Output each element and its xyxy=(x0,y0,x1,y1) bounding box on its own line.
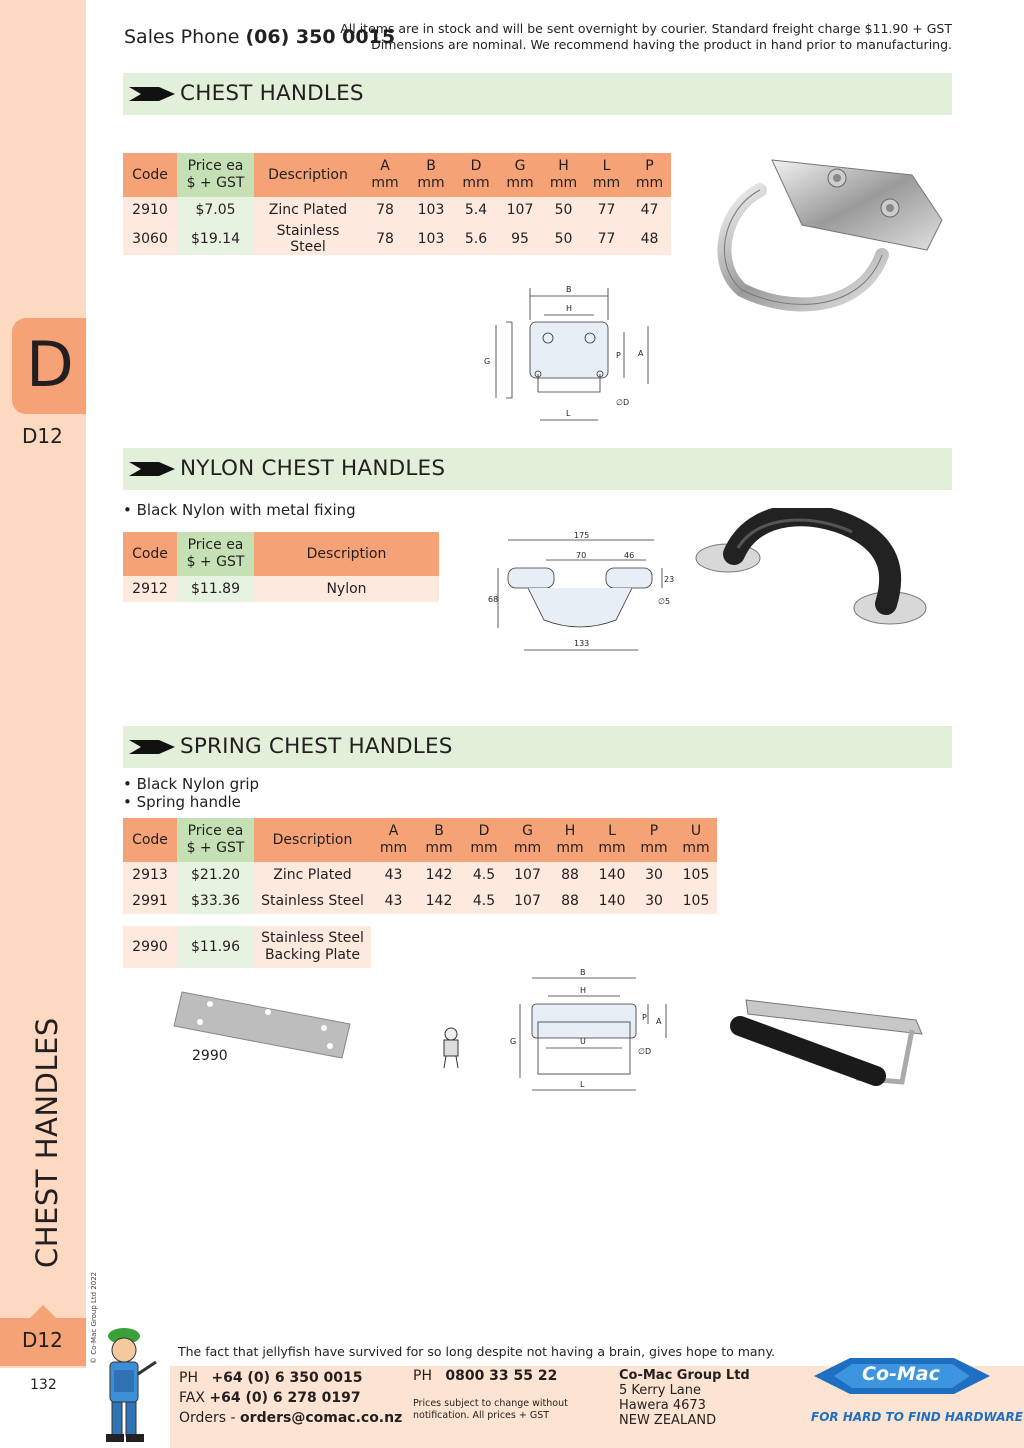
diagram-label: G xyxy=(484,357,491,366)
diagram-label: P xyxy=(642,1013,647,1022)
spring-handle-photo xyxy=(726,990,936,1094)
section-header-chest xyxy=(123,73,952,115)
section-header-nylon xyxy=(123,448,952,490)
col-description: Description xyxy=(254,532,439,576)
footer-freephone: PH 0800 33 55 22 xyxy=(413,1368,558,1384)
nylon-table xyxy=(123,532,439,602)
table-row[interactable]: 2991 $33.36 Stainless Steel 43 142 4.5 107 88 140 30 105 xyxy=(123,888,717,914)
stock-notice xyxy=(340,21,952,53)
col-description: Description xyxy=(254,153,362,197)
footer-email[interactable]: orders@comac.co.nz xyxy=(240,1410,403,1426)
diagram-label: 133 xyxy=(574,639,590,648)
diagram-label: ∅5 xyxy=(658,597,671,606)
col-dim: B mm xyxy=(408,153,454,197)
section-title-spring: SPRING CHEST HANDLES xyxy=(180,734,453,759)
col-dim: B mm xyxy=(416,818,462,862)
chest-handle-photo xyxy=(712,150,946,315)
col-dim: H mm xyxy=(549,818,591,862)
spring-table xyxy=(123,818,717,914)
diagram-label: A xyxy=(638,349,644,358)
arrow-icon xyxy=(129,738,175,756)
side-title: CHEST HANDLES xyxy=(30,1017,64,1268)
arrow-icon xyxy=(129,85,175,103)
col-price: Price ea $ + GST xyxy=(177,818,254,862)
logo-text: Co-Mac xyxy=(862,1363,940,1385)
col-price: Price ea $ + GST xyxy=(177,153,254,197)
nylon-handle-photo xyxy=(694,508,930,632)
footer-phone[interactable]: +64 (0) 6 350 0015 xyxy=(211,1370,363,1386)
col-dim: P mm xyxy=(628,153,671,197)
diagram-label: P xyxy=(616,351,621,360)
diagram-label: 23 xyxy=(664,575,675,584)
col-code: Code xyxy=(123,818,177,862)
table-row[interactable]: 3060 $19.14 Stainless Steel 78 103 5.6 95 50 77 48 xyxy=(123,223,671,255)
spring-bullets xyxy=(123,775,259,811)
page-number: 132 xyxy=(30,1377,57,1393)
chest-handle-diagram xyxy=(476,280,666,430)
table-row[interactable]: 2912 $11.89 Nylon xyxy=(123,576,439,602)
col-dim: G mm xyxy=(506,818,549,862)
col-code: Code xyxy=(123,153,177,197)
diagram-label: B xyxy=(566,285,572,294)
col-dim: D mm xyxy=(454,153,498,197)
small-mascot-icon xyxy=(436,1024,466,1070)
section-title-nylon: NYLON CHEST HANDLES xyxy=(180,456,446,481)
notice-line-1: All items are in stock and will be sent overnight by courier. Standard freight charge $11.90 + GST xyxy=(340,21,952,36)
section-title-chest: CHEST HANDLES xyxy=(180,81,364,106)
col-dim: L mm xyxy=(591,818,633,862)
footer-contact: PH +64 (0) 6 350 0015 FAX +64 (0) 6 278 0197 Orders - orders@comac.co.nz xyxy=(179,1370,403,1426)
diagram-label: L xyxy=(580,1080,585,1089)
diagram-label: G xyxy=(510,1037,517,1046)
page-code-bottom: D12 xyxy=(22,1328,63,1352)
diagram-label: ∅D xyxy=(616,398,630,407)
nylon-handle-diagram xyxy=(484,528,684,656)
diagram-label: 70 xyxy=(576,551,587,560)
mascot-icon xyxy=(94,1326,160,1444)
page-code-top: D12 xyxy=(22,424,63,448)
company-name: Co-Mac Group Ltd xyxy=(619,1368,750,1383)
sales-phone-number[interactable]: (06) 350 0015 xyxy=(245,26,396,48)
table-row[interactable]: 2990 $11.96 Stainless Steel Backing Plate xyxy=(123,926,371,968)
section-tab-letter: D xyxy=(26,328,74,401)
col-dim: A mm xyxy=(362,153,408,197)
bullet-item: • Black Nylon with metal fixing xyxy=(123,501,356,519)
nylon-bullets xyxy=(123,501,356,519)
page-code-notch xyxy=(30,1305,56,1318)
col-dim: P mm xyxy=(633,818,675,862)
footer-fact: The fact that jellyfish have survived for so long despite not having a brain, gives hope to many. xyxy=(178,1344,776,1359)
bullet-item: • Spring handle xyxy=(123,793,241,811)
plate-label: 2990 xyxy=(192,1048,228,1064)
footer-price-note: Prices subject to change without notification. All prices + GST xyxy=(413,1398,568,1421)
col-dim: G mm xyxy=(498,153,542,197)
col-code: Code xyxy=(123,532,177,576)
copyright: © Co-Mac Group Ltd 2022 xyxy=(90,1271,98,1364)
section-header-spring xyxy=(123,726,952,768)
col-dim: D mm xyxy=(462,818,506,862)
spring-handle-diagram xyxy=(508,966,678,1098)
diagram-label: U xyxy=(580,1037,586,1046)
col-description: Description xyxy=(254,818,371,862)
freephone-number[interactable]: 0800 33 55 22 xyxy=(445,1368,558,1384)
diagram-label: H xyxy=(580,986,587,995)
diagram-label: 68 xyxy=(488,595,499,604)
diagram-label: L xyxy=(566,409,571,418)
logo-tagline: FOR HARD TO FIND HARDWARE xyxy=(811,1410,1023,1424)
footer-address: Co-Mac Group Ltd 5 Kerry Lane Hawera 4673 NEW ZEALAND xyxy=(619,1368,750,1428)
arrow-icon xyxy=(129,460,175,478)
notice-line-2: Dimensions are nominal. We recommend having the product in hand prior to manufacturing. xyxy=(371,37,952,52)
diagram-label: ∅D xyxy=(638,1047,652,1056)
col-dim: L mm xyxy=(585,153,628,197)
chest-table xyxy=(123,153,671,255)
plate-table xyxy=(123,926,371,968)
diagram-label: A xyxy=(656,1017,662,1026)
diagram-label: 46 xyxy=(624,551,635,560)
diagram-label: 175 xyxy=(574,531,590,540)
footer-fax: +64 (0) 6 278 0197 xyxy=(209,1390,361,1406)
col-dim: A mm xyxy=(371,818,416,862)
diagram-label: B xyxy=(580,968,586,977)
table-row[interactable]: 2913 $21.20 Zinc Plated 43 142 4.5 107 88 140 30 105 xyxy=(123,862,717,888)
bullet-item: • Black Nylon grip xyxy=(123,775,260,793)
diagram-label: H xyxy=(566,304,573,313)
col-dim: H mm xyxy=(542,153,585,197)
sales-phone-label: Sales Phone xyxy=(124,26,240,48)
table-row[interactable]: 2910 $7.05 Zinc Plated 78 103 5.4 107 50 77 47 xyxy=(123,197,671,223)
plate-description: Stainless Steel Backing Plate xyxy=(254,926,371,968)
col-dim: U mm xyxy=(675,818,717,862)
col-price: Price ea $ + GST xyxy=(177,532,254,576)
